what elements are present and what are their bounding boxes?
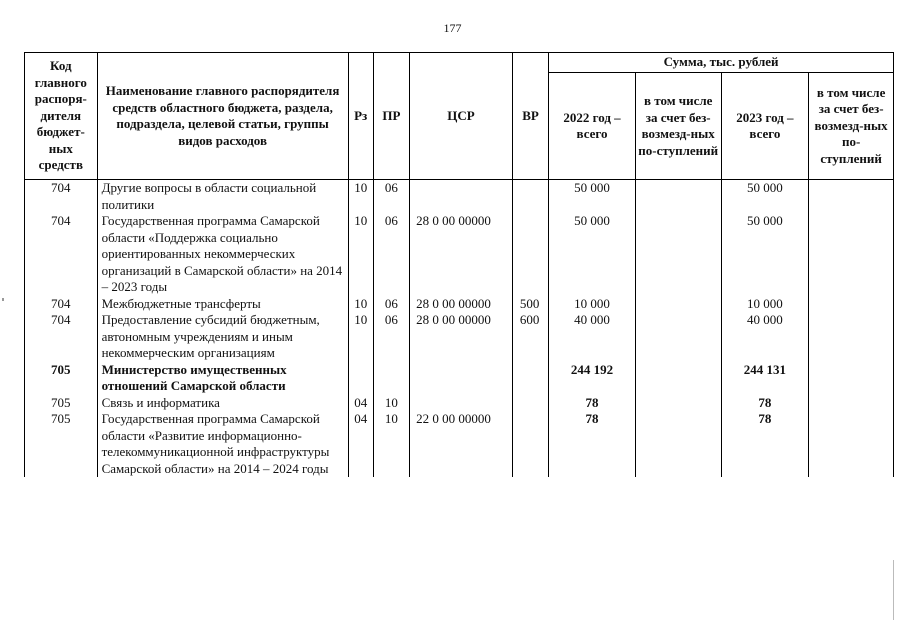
cell-2022-free [635, 213, 721, 296]
table-row [25, 180, 894, 214]
cell-csr: 28 0 00 00000 [410, 312, 513, 362]
cell-2023-total: 40 000 [721, 312, 809, 362]
header-name: Наименование главного распорядителя средств областного бюджета, раздела, подраздела, целевой статьи, группы видов расходов [97, 53, 348, 180]
cell-vr [512, 395, 548, 412]
cell-vr [512, 411, 548, 477]
header-code: Код главного распоря-дителя бюджет-ных средств [25, 53, 98, 180]
cell-vr [512, 213, 548, 296]
cell-2023-total: 50 000 [721, 213, 809, 296]
cell-2023-total: 244 131 [721, 362, 809, 395]
cell-2022-total: 78 [549, 395, 636, 412]
cell-rz [348, 362, 373, 395]
cell-csr: 22 0 00 00000 [410, 411, 513, 477]
cell-rz: 10 [348, 180, 373, 214]
cell-rz: 04 [348, 411, 373, 477]
header-2022-total: 2022 год – всего [549, 73, 636, 180]
cell-2023-free [809, 312, 894, 362]
cell-code: 704 [25, 296, 98, 313]
cell-name: Министерство имущественных отношений Самарской области [97, 362, 348, 395]
cell-rz: 04 [348, 395, 373, 412]
cell-pr [373, 362, 409, 395]
cell-rz: 10 [348, 312, 373, 362]
cell-2022-total: 50 000 [549, 180, 636, 214]
cell-vr [512, 180, 548, 214]
header-pr: ПР [373, 53, 409, 180]
cell-2023-free [809, 213, 894, 296]
cell-csr: 28 0 00 00000 [410, 296, 513, 313]
cell-2022-total: 78 [549, 411, 636, 477]
cell-2023-total: 50 000 [721, 180, 809, 214]
table-row [25, 213, 894, 296]
cell-code: 705 [25, 362, 98, 395]
header-csr: ЦСР [410, 53, 513, 180]
cell-code: 704 [25, 312, 98, 362]
cell-pr: 06 [373, 180, 409, 214]
scan-artifact [893, 560, 894, 620]
cell-name: Государственная программа Самарской области «Поддержка социально ориентированных некоммерческих организаций в Самарской области» на 2014 – 2023 годы [97, 213, 348, 296]
table-row [25, 411, 894, 477]
cell-2023-free [809, 180, 894, 214]
cell-2022-total: 50 000 [549, 213, 636, 296]
cell-2022-free [635, 395, 721, 412]
cell-name: Государственная программа Самарской области «Развитие информационно-телекоммуникационной инфраструктуры Самарской области» на 2014 – 2024 годы [97, 411, 348, 477]
cell-name: Связь и информатика [97, 395, 348, 412]
cell-pr: 06 [373, 213, 409, 296]
table-row [25, 296, 894, 313]
cell-2022-free [635, 296, 721, 313]
cell-csr: 28 0 00 00000 [410, 213, 513, 296]
cell-2023-free [809, 411, 894, 477]
cell-csr [410, 180, 513, 214]
header-rz: Рз [348, 53, 373, 180]
cell-2022-total: 10 000 [549, 296, 636, 313]
cell-code: 704 [25, 213, 98, 296]
cell-vr [512, 362, 548, 395]
cell-pr: 06 [373, 312, 409, 362]
table-header [25, 53, 894, 180]
cell-csr [410, 362, 513, 395]
cell-rz: 10 [348, 296, 373, 313]
cell-name: Другие вопросы в области социальной политики [97, 180, 348, 214]
cell-vr: 600 [512, 312, 548, 362]
cell-2023-total: 78 [721, 395, 809, 412]
cell-pr: 10 [373, 395, 409, 412]
cell-2023-free [809, 296, 894, 313]
table-row [25, 395, 894, 412]
cell-name: Предоставление субсидий бюджетным, автономным учреждениям и иным некоммерческим организациям [97, 312, 348, 362]
cell-pr: 10 [373, 411, 409, 477]
header-2023-total: 2023 год – всего [721, 73, 809, 180]
table-row [25, 362, 894, 395]
header-2023-free: в том числе за счет без-возмезд-ных по-ступлений [809, 73, 894, 180]
cell-name: Межбюджетные трансферты [97, 296, 348, 313]
cell-2022-free [635, 362, 721, 395]
cell-2022-total: 40 000 [549, 312, 636, 362]
cell-2022-free [635, 312, 721, 362]
header-sum: Сумма, тыс. рублей [549, 53, 894, 73]
cell-2022-total: 244 192 [549, 362, 636, 395]
header-vr: ВР [512, 53, 548, 180]
cell-pr: 06 [373, 296, 409, 313]
cell-vr: 500 [512, 296, 548, 313]
cell-rz: 10 [348, 213, 373, 296]
cell-2022-free [635, 411, 721, 477]
budget-table [24, 52, 894, 477]
cell-code: 704 [25, 180, 98, 214]
cell-2023-free [809, 362, 894, 395]
header-2022-free: в том числе за счет без-возмезд-ных по-ступлений [635, 73, 721, 180]
cell-2023-free [809, 395, 894, 412]
cell-csr [410, 395, 513, 412]
cell-code: 705 [25, 411, 98, 477]
cell-code: 705 [25, 395, 98, 412]
table-body [25, 180, 894, 478]
table-row [25, 312, 894, 362]
scan-artifact [2, 298, 4, 301]
cell-2022-free [635, 180, 721, 214]
page-number: 177 [443, 21, 462, 35]
cell-2023-total: 78 [721, 411, 809, 477]
cell-2023-total: 10 000 [721, 296, 809, 313]
